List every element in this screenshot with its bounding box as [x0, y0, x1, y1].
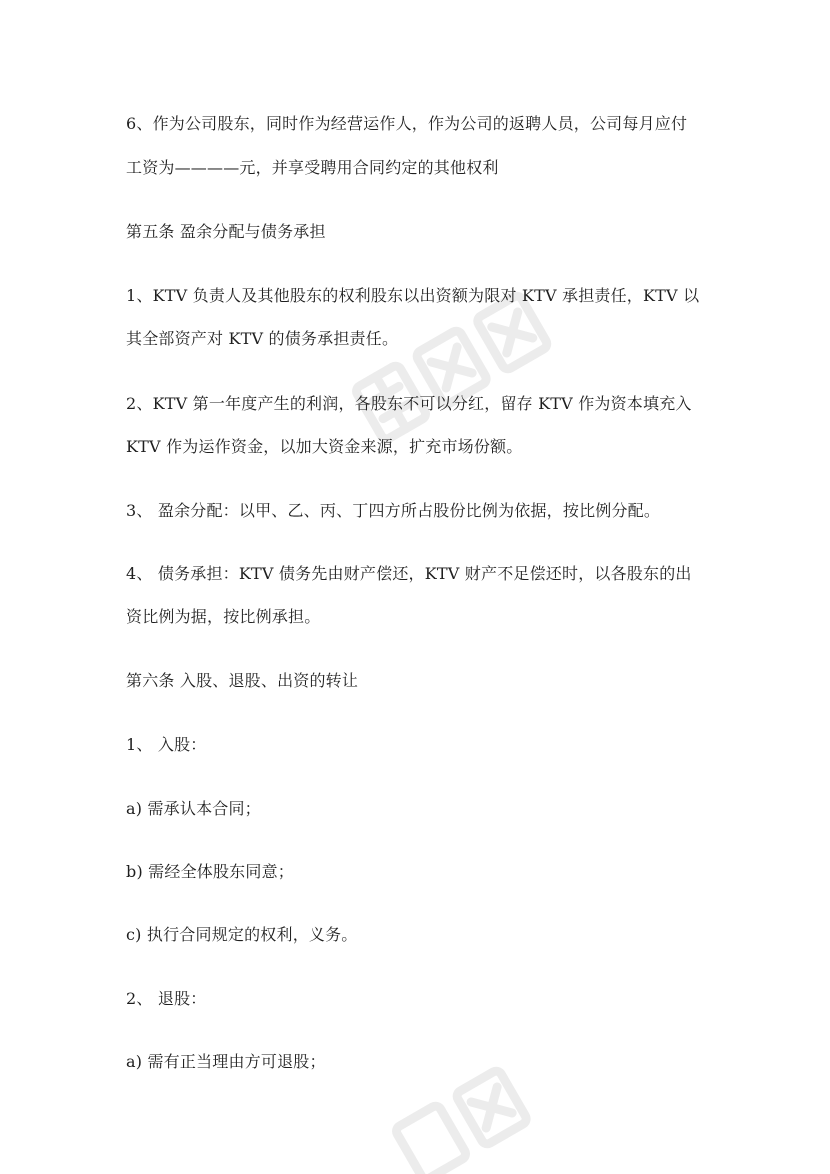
- section-heading-article-6: 第六条 入股、退股、出资的转让: [126, 671, 359, 690]
- clause-6-1-a: a) 需承认本合同；: [126, 799, 261, 818]
- clause-5-2-line-1: 2、KTV 第一年度产生的利润，各股东不可以分红，留存 KTV 作为资本填充入: [126, 394, 692, 413]
- clause-5-1-line-2: 其全部资产对 KTV 的债务承担责任。: [126, 329, 399, 348]
- clause-5-2-line-2: KTV 作为运作资金，以加大资金来源，扩充市场份额。: [126, 437, 523, 456]
- clause-6-1-c: c) 执行合同规定的权利，义务。: [126, 925, 358, 944]
- clause-5-1-line-1: 1、KTV 负责人及其他股东的权利股东以出资额为限对 KTV 承担责任，KTV 以: [126, 286, 700, 305]
- clause-5-3: 3、 盈余分配：以甲、乙、丙、丁四方所占股份比例为依据，按比例分配。: [126, 501, 661, 520]
- section-heading-article-5: 第五条 盈余分配与债务承担: [126, 222, 326, 241]
- paragraph-6-line-2: 工资为————元，并享受聘用合同约定的其他权利: [126, 158, 499, 177]
- clause-5-4-line-1: 4、 债务承担：KTV 债务先由财产偿还，KTV 财产不足偿还时，以各股东的出: [126, 564, 692, 583]
- clause-5-4-line-2: 资比例为据，按比例承担。: [126, 607, 321, 626]
- clause-6-1-b: b) 需经全体股东同意；: [126, 862, 294, 881]
- clause-6-2-heading: 2、 退股：: [126, 989, 207, 1008]
- paragraph-6-line-1: 6、作为公司股东，同时作为经营运作人，作为公司的返聘人员，公司每月应付: [126, 114, 688, 133]
- clause-6-1-heading: 1、 入股：: [126, 735, 207, 754]
- clause-6-2-a: a) 需有正当理由方可退股；: [126, 1052, 326, 1071]
